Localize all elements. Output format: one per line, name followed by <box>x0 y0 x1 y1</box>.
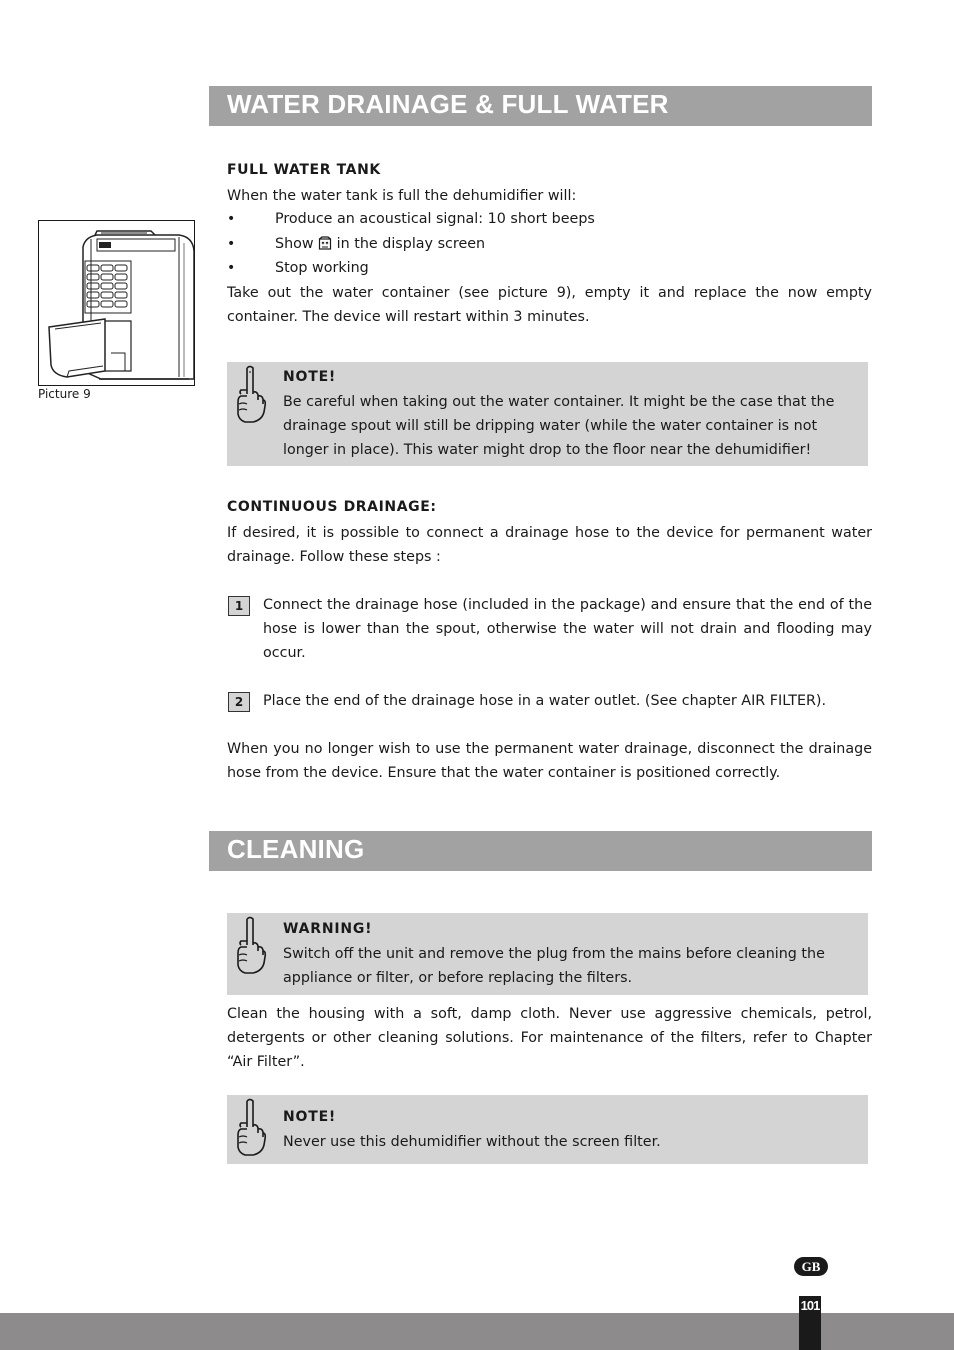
full-tank-intro: When the water tank is full the dehumidifier will: <box>227 188 577 204</box>
bullet-post-text: in the display screen <box>336 236 486 252</box>
page-number: 101 <box>800 1298 820 1313</box>
bullet-marker: • <box>227 211 236 227</box>
continuous-drainage-intro: If desired, it is possible to connect a drainage hose to the device for permanent water drainage. Follow these steps : <box>227 525 872 565</box>
cleaning-paragraph: Clean the housing with a soft, damp cloth. Never use aggressive chemicals, petrol, detergents or other cleaning solutions. For maintenance of the filters, refer to Chapter “Air Filter”. <box>227 1006 872 1070</box>
full-tank-paragraph: Take out the water container (see picture 9), empty it and replace the now empty container. The device will restart within 3 minutes. <box>227 285 872 325</box>
note-heading: NOTE! <box>283 1109 337 1125</box>
section-title: WATER DRAINAGE & FULL WATER <box>227 89 669 119</box>
full-tank-icon <box>318 236 332 250</box>
continuous-drainage-heading: CONTINUOUS DRAINAGE: <box>227 499 437 515</box>
language-badge: GB <box>794 1257 828 1276</box>
dehumidifier-illustration <box>39 221 194 385</box>
warning-heading: WARNING! <box>283 921 373 937</box>
bullet-marker: • <box>227 260 236 276</box>
figure-caption: Picture 9 <box>38 387 91 401</box>
warning-text: Switch off the unit and remove the plug from the mains before cleaning the appliance or filter, or before replacing the filters. <box>283 946 825 986</box>
pointing-hand-icon <box>231 1097 267 1159</box>
step-number: 2 <box>228 692 250 712</box>
pointing-hand-icon <box>231 915 267 977</box>
step-number: 1 <box>228 596 250 616</box>
bullet-marker: • <box>227 236 236 252</box>
section-header-cleaning <box>209 831 872 871</box>
continuous-drainage-closing: When you no longer wish to use the permanent water drainage, disconnect the drainage hose from the device. Ensure that the water container is positioned correctly. <box>227 741 872 781</box>
bullet-item: Produce an acoustical signal: 10 short beeps <box>275 211 595 227</box>
full-water-tank-heading: FULL WATER TANK <box>227 162 381 178</box>
note-text: Be careful when taking out the water container. It might be the case that the drainage spout will still be dripping water (while the water container is not longer in place). This water might drop to the floor near the dehumidifier! <box>283 394 835 458</box>
section-title: CLEANING <box>227 834 365 864</box>
bullet-item <box>275 236 485 252</box>
bullet-pre-text: Show <box>275 236 314 252</box>
note-text: Never use this dehumidifier without the screen filter. <box>283 1134 661 1150</box>
note-box-water-container <box>227 362 868 466</box>
picture-9-figure <box>38 220 195 386</box>
note-heading: NOTE! <box>283 369 337 385</box>
step-text: Connect the drainage hose (included in the package) and ensure that the end of the hose is lower than the spout, otherwise the water will not drain and flooding may occur. <box>263 597 872 661</box>
bullet-item: Stop working <box>275 260 369 276</box>
pointing-hand-icon <box>231 364 267 426</box>
section-header-water-drainage <box>209 86 872 126</box>
note-box-screen-filter <box>227 1095 868 1164</box>
warning-box <box>227 913 868 995</box>
step-text: Place the end of the drainage hose in a water outlet. (See chapter AIR FILTER). <box>263 693 827 709</box>
